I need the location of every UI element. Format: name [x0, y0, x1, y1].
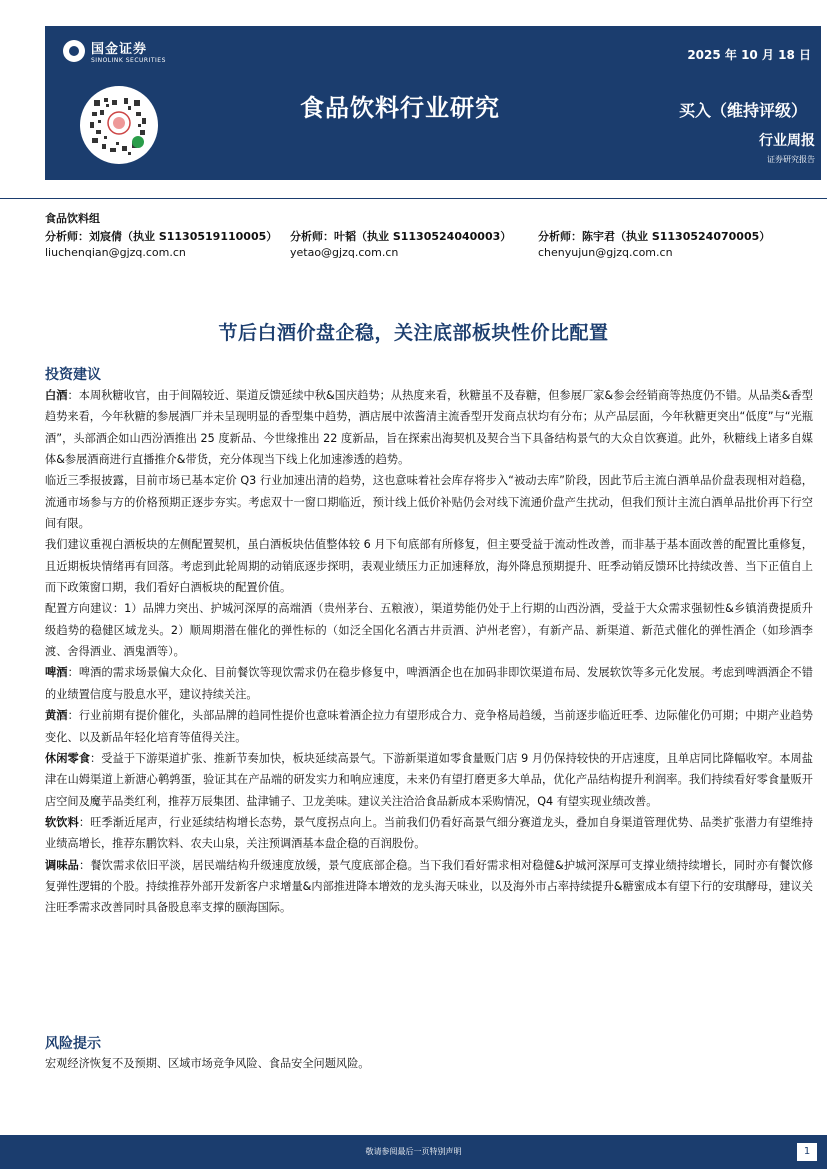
paragraph: 休闲零食：受益于下游渠道扩张、推新节奏加快，板块延续高景气。下游新渠道如零食量贩门店 9 月仍保持较快的开店速度，且单店同比降幅收窄。本周盐津在山姆渠道上新溏心鹌鹑蛋，验证其在产品端的研发实力和响应速度，未来仍有望打磨更多大单品，优化产品结构提升利润率。我们持续看好零食量贩开店空间及魔芋品类红利，推荐万辰集团、盐津铺子、卫龙美味。建议关注洽洽食品新成本采购情况，Q4 有望实现业绩改善。: [45, 751, 813, 808]
header-banner: [45, 26, 821, 180]
analyst-3-email[interactable]: chenyujun@gjzq.com.cn: [538, 246, 673, 259]
analyst-3: 分析师：陈宇君（执业 S1130524070005）: [538, 230, 771, 243]
analyst-1: 分析师：刘宸倩（执业 S1130519110005）: [45, 230, 278, 243]
report-type: 行业周报: [759, 133, 815, 149]
paragraph: 调味品：餐饮需求依旧平淡，居民端结构升级速度放缓，景气度底部企稳。当下我们看好需求相对稳健&护城河深厚可支撑业绩持续增长，同时亦有餐饮修复弹性逻辑的个股。持续推荐外部开发新客户求增量&内部推进降本增效的龙头海天味业，以及海外市占率持续提升&糖蜜成本有望下行的安琪酵母，建议关注旺季需求改善同时具备股息率支撑的颐海国际。: [45, 858, 813, 915]
paragraph: 黄酒：行业前期有提价催化，头部品牌的趋同性提价也意味着酒企拉力有望形成合力、竞争格局趋缓，当前逐步临近旺季、边际催化仍可期；中期产业趋势变化、以及新品年轻化培育等值得关注。: [45, 709, 813, 744]
paragraph: 白酒：本周秋糖收官，由于间隔较近、渠道反馈延续中秋&国庆趋势；从热度来看，秋糖虽不及春糖，但参展厂家&参会经销商等热度仍不错。从品类&香型趋势来看，今年秋糖的参展酒厂并未呈现明显的香型集中趋势，酒店展中浓酱清主流香型开发商点状均有分布；从产品层面，今年秋糖更突出“低度”与“光瓶酒”，头部酒企如山西汾酒推出 25 度新品、今世缘推出 22 度新品，旨在探索出海契机及契合当下具备结构景气的大众自饮赛道。此外，秋糖线上诸多自媒体&参展酒商进行直播推介&带货，充分体现当下线上化加速渗透的趋势。: [45, 389, 813, 467]
paragraph: 软饮料：旺季渐近尾声，行业延续结构增长态势，景气度拐点向上。当前我们仍看好高景气细分赛道龙头，叠加自身渠道管理优势、品类扩张潜力有望维持业绩高增长，推荐东鹏饮料、农夫山泉，关注预调酒基本盘企稳的百润股份。: [45, 815, 813, 851]
analyst-2-email[interactable]: yetao@gjzq.com.cn: [290, 246, 399, 259]
rating: 买入（维持评级）: [678, 101, 807, 120]
section-title-risk: 风险提示: [45, 1036, 101, 1052]
logo-name-en: SINOLINK SECURITIES: [91, 57, 166, 64]
page-number: 1: [797, 1143, 817, 1161]
paragraph: 啤酒：啤酒的需求场景偏大众化、目前餐饮等现饮需求仍在稳步修复中，啤酒酒企也在加码非即饮渠道布局、发展软饮等多元化发展。考虑到啤酒酒企不错的业绩置信度与股息水平，建议持续关注。: [45, 666, 813, 701]
report-date: 2025 年 10 月 18 日: [687, 48, 811, 62]
report-title: 食品饮料行业研究: [300, 94, 500, 122]
body-text: [45, 385, 813, 919]
divider: [0, 198, 827, 199]
company-logo: [63, 38, 166, 64]
logo-name-cn: 国金证券: [91, 42, 148, 57]
qr-code-icon: [80, 86, 158, 164]
analyst-1-email[interactable]: liuchenqian@gjzq.com.cn: [45, 246, 186, 259]
footer: [0, 1135, 827, 1169]
paragraph: 临近三季报披露，目前市场已基本定价 Q3 行业加速出清的趋势，这也意味着社会库存将步入“被动去库”阶段，因此节后主流白酒单品价盘表现相对趋稳，流通市场参与方的价格预期正逐步夯实。考虑双十一窗口期临近，预计线上低价补贴仍会对线下流通价盘产生扰动，但我们预计主流白酒单品批价再下行空间有限。: [45, 474, 813, 531]
team-group: 食品饮料组: [45, 212, 100, 225]
section-title-invest: 投资建议: [45, 367, 101, 383]
paragraph: 配置方向建议：1）品牌力突出、护城河深厚的高端酒（贵州茅台、五粮液），渠道势能仍处于上行期的山西汾酒，受益于大众需求强韧性&乡镇消费提质升级趋势的稳健区域龙头。2）顺周期潜在催化的弹性标的（如泛全国化名酒古井贡酒、泸州老窖），有新产品、新渠道、新范式催化的弹性酒企（如珍酒李渡、舍得酒业、酒鬼酒等）。: [45, 602, 813, 659]
headline: 节后白酒价盘企稳，关注底部板块性价比配置: [218, 322, 609, 344]
risk-text: 宏观经济恢复不及预期、区域市场竞争风险、食品安全问题风险。: [45, 1057, 370, 1070]
paragraph: 我们建议重视白酒板块的左侧配置契机，虽白酒板块估值整体较 6 月下旬底部有所修复，但主要受益于流动性改善，而非基于基本面改善的配置比重修复，且近期板块情绪再有回落。考虑到此轮周期的动销底逐步探明，表观业绩压力正加速释放，海外降息预期提升、旺季动销反馈环比持续改善、当下正值自上而下政策窗口期，我们看好白酒板块的配置价值。: [45, 538, 813, 595]
report-subtype: 证券研究报告: [767, 155, 815, 164]
logo-icon: [63, 40, 85, 62]
footer-disclaimer: 敬请参阅最后一页特别声明: [365, 1147, 462, 1156]
analyst-2: 分析师：叶韬（执业 S1130524040003）: [290, 230, 512, 243]
